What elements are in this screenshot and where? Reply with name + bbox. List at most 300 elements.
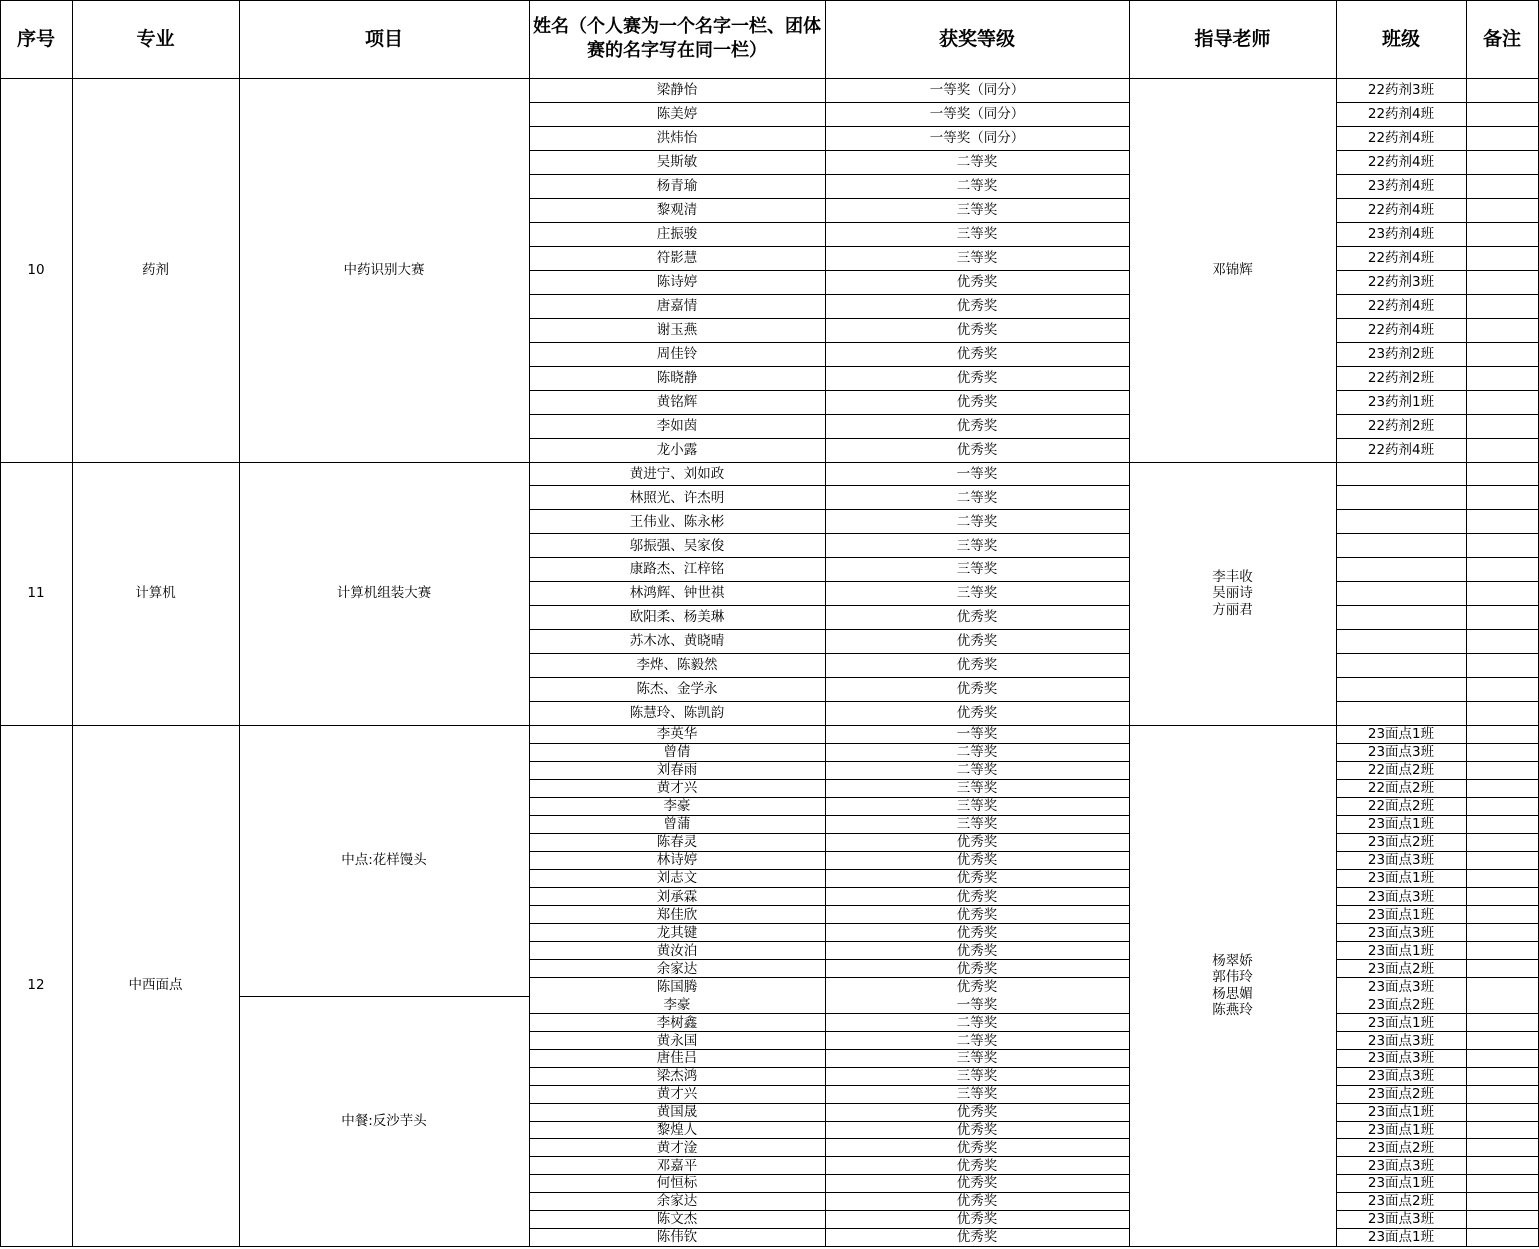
note bbox=[1466, 294, 1538, 318]
award-level: 优秀奖 bbox=[956, 393, 998, 410]
row-border bbox=[529, 246, 1130, 247]
note bbox=[1466, 797, 1538, 815]
class-name: 22药剂2班 bbox=[1367, 417, 1435, 434]
header-name: 姓名（个人赛为一个名字一栏、团体赛的名字写在同一栏） bbox=[533, 15, 821, 61]
class-name: 22药剂4班 bbox=[1367, 249, 1435, 266]
student-name: 黄国晟 bbox=[656, 1103, 698, 1120]
row-border bbox=[529, 509, 1130, 510]
row-border bbox=[529, 198, 1130, 199]
award-level: 二等奖 bbox=[956, 762, 998, 779]
note bbox=[1466, 318, 1538, 342]
class-name: 23面点3班 bbox=[1367, 1211, 1435, 1228]
note bbox=[1466, 629, 1538, 653]
award-level: 优秀奖 bbox=[956, 1175, 998, 1192]
row-border bbox=[529, 1138, 1130, 1139]
class-name bbox=[1336, 510, 1466, 534]
award-level: 优秀奖 bbox=[956, 1157, 998, 1174]
student-name: 黄进宁、刘如政 bbox=[629, 465, 725, 482]
award-level: 优秀奖 bbox=[956, 321, 998, 338]
note bbox=[1466, 342, 1538, 366]
award-level: 三等奖 bbox=[956, 561, 998, 578]
column-border bbox=[1129, 0, 1130, 1247]
class-name: 22药剂4班 bbox=[1367, 321, 1435, 338]
award-level: 三等奖 bbox=[956, 201, 998, 218]
row-border bbox=[1336, 222, 1539, 223]
section-border bbox=[0, 1246, 1539, 1247]
student-name: 康路杰、江梓铭 bbox=[629, 561, 725, 578]
award-level: 优秀奖 bbox=[956, 417, 998, 434]
award-level: 优秀奖 bbox=[956, 924, 998, 941]
row-border bbox=[1336, 246, 1539, 247]
award-level: 优秀奖 bbox=[956, 633, 998, 650]
row-border bbox=[1336, 390, 1539, 391]
section-index: 11 bbox=[27, 585, 45, 602]
row-border bbox=[529, 1174, 1130, 1175]
row-border bbox=[529, 797, 1130, 798]
row-border bbox=[529, 581, 1130, 582]
award-level: 二等奖 bbox=[956, 744, 998, 760]
note bbox=[1466, 1032, 1538, 1050]
note bbox=[1466, 534, 1538, 558]
award-level: 优秀奖 bbox=[956, 1228, 998, 1245]
row-border bbox=[529, 905, 1130, 906]
row-border bbox=[529, 1067, 1130, 1068]
note bbox=[1466, 198, 1538, 222]
student-name: 陈美婷 bbox=[656, 105, 698, 122]
column-border bbox=[1336, 0, 1337, 1247]
note bbox=[1466, 851, 1538, 869]
class-name: 23面点1班 bbox=[1367, 1103, 1435, 1120]
class-name bbox=[1336, 605, 1466, 629]
student-name: 龙小露 bbox=[656, 441, 698, 458]
row-border bbox=[529, 366, 1130, 367]
row-border bbox=[1336, 743, 1539, 744]
award-level: 优秀奖 bbox=[956, 609, 998, 626]
note bbox=[1466, 833, 1538, 851]
column-border bbox=[239, 0, 240, 1247]
row-border bbox=[529, 977, 1130, 978]
row-border bbox=[529, 1192, 1130, 1193]
student-name: 郑佳欣 bbox=[656, 906, 698, 923]
row-border bbox=[1336, 174, 1539, 175]
row-border bbox=[1336, 533, 1539, 534]
student-name: 王伟业、陈永彬 bbox=[629, 513, 725, 530]
award-level: 三等奖 bbox=[956, 225, 998, 242]
class-name bbox=[1336, 677, 1466, 701]
student-name: 周佳铃 bbox=[656, 345, 698, 362]
note bbox=[1466, 486, 1538, 510]
row-border bbox=[529, 438, 1130, 439]
note bbox=[1466, 815, 1538, 833]
note bbox=[1466, 366, 1538, 390]
student-name: 刘志文 bbox=[656, 870, 698, 887]
teacher-name: 吴丽诗 bbox=[1212, 585, 1253, 602]
class-name bbox=[1336, 534, 1466, 558]
section-teachers bbox=[1129, 78, 1336, 462]
student-name: 陈文杰 bbox=[656, 1211, 698, 1228]
note bbox=[1466, 942, 1538, 960]
student-name: 欧阳柔、杨美琳 bbox=[629, 609, 725, 626]
section-major: 药剂 bbox=[142, 261, 169, 278]
award-level: 优秀奖 bbox=[956, 852, 998, 869]
project-name: 中餐:反沙芋头 bbox=[341, 1112, 427, 1129]
note bbox=[1466, 888, 1538, 906]
student-name: 李树鑫 bbox=[656, 1014, 698, 1031]
student-name: 陈慧玲、陈凯韵 bbox=[629, 704, 725, 721]
class-name: 22面点2班 bbox=[1367, 762, 1435, 779]
row-border bbox=[529, 222, 1130, 223]
award-level: 二等奖 bbox=[956, 1032, 998, 1049]
header-note: 备注 bbox=[1482, 27, 1521, 50]
class-name bbox=[1336, 486, 1466, 510]
student-name: 庄振骏 bbox=[656, 225, 698, 242]
row-border bbox=[529, 653, 1130, 654]
class-name: 23面点1班 bbox=[1367, 906, 1435, 923]
student-name: 龙其键 bbox=[656, 924, 698, 941]
note bbox=[1466, 996, 1538, 1014]
award-level: 优秀奖 bbox=[956, 1211, 998, 1228]
note bbox=[1466, 1228, 1538, 1246]
class-name: 23面点3班 bbox=[1367, 1157, 1435, 1174]
student-name: 邓嘉平 bbox=[656, 1157, 698, 1174]
class-name: 23面点3班 bbox=[1367, 1050, 1435, 1067]
header-index: 序号 bbox=[16, 27, 55, 50]
class-name bbox=[1336, 629, 1466, 653]
award-level: 优秀奖 bbox=[956, 1139, 998, 1156]
row-border bbox=[529, 779, 1130, 780]
note bbox=[1466, 1192, 1538, 1210]
row-border bbox=[529, 851, 1130, 852]
section-index: 12 bbox=[27, 977, 45, 994]
class-name bbox=[1336, 462, 1466, 486]
section-index: 10 bbox=[27, 261, 45, 278]
class-name: 23面点1班 bbox=[1367, 1121, 1435, 1138]
note bbox=[1466, 150, 1538, 174]
row-border bbox=[529, 941, 1130, 942]
note bbox=[1466, 510, 1538, 534]
note bbox=[1466, 653, 1538, 677]
class-name: 23面点1班 bbox=[1367, 942, 1435, 959]
student-name: 梁静怡 bbox=[656, 81, 698, 98]
row-border bbox=[1336, 1156, 1539, 1157]
row-border bbox=[529, 833, 1130, 834]
class-name: 23面点1班 bbox=[1367, 725, 1435, 742]
award-level: 一等奖 bbox=[956, 465, 998, 482]
row-border bbox=[529, 390, 1130, 391]
award-level: 一等奖（同分） bbox=[929, 129, 1025, 146]
award-level: 优秀奖 bbox=[956, 441, 998, 458]
row-border bbox=[1336, 779, 1539, 780]
student-name: 陈诗婷 bbox=[656, 273, 698, 290]
class-name: 23药剂4班 bbox=[1367, 177, 1435, 194]
student-name: 何恒标 bbox=[656, 1175, 698, 1192]
note bbox=[1466, 605, 1538, 629]
award-level: 二等奖 bbox=[956, 153, 998, 170]
row-border bbox=[529, 1103, 1130, 1104]
project-name: 中药识别大赛 bbox=[343, 261, 425, 278]
note bbox=[1466, 1139, 1538, 1157]
student-name: 林照光、许杰明 bbox=[629, 489, 725, 506]
award-level: 三等奖 bbox=[956, 1050, 998, 1067]
student-name: 苏木冰、黄晓晴 bbox=[629, 633, 725, 650]
class-name: 23面点1班 bbox=[1367, 1228, 1435, 1245]
row-border bbox=[1336, 581, 1539, 582]
row-border bbox=[1336, 1210, 1539, 1211]
row-border bbox=[1336, 485, 1539, 486]
award-level: 三等奖 bbox=[956, 537, 998, 554]
column-border bbox=[0, 0, 1, 1247]
award-level: 二等奖 bbox=[956, 489, 998, 506]
row-border bbox=[1336, 270, 1539, 271]
class-name: 23面点2班 bbox=[1367, 1086, 1435, 1103]
note bbox=[1466, 1085, 1538, 1103]
row-border bbox=[1336, 653, 1539, 654]
row-border bbox=[529, 414, 1130, 415]
class-name: 23面点3班 bbox=[1367, 978, 1435, 995]
award-level: 优秀奖 bbox=[956, 942, 998, 959]
class-name: 22面点2班 bbox=[1367, 780, 1435, 797]
row-border bbox=[1336, 1138, 1539, 1139]
row-border bbox=[529, 605, 1130, 606]
note bbox=[1466, 870, 1538, 888]
award-level: 三等奖 bbox=[956, 1086, 998, 1103]
note bbox=[1466, 558, 1538, 582]
row-border bbox=[529, 923, 1130, 924]
column-border bbox=[529, 0, 530, 1247]
row-border bbox=[1336, 557, 1539, 558]
class-name: 23面点3班 bbox=[1367, 888, 1435, 905]
award-level: 优秀奖 bbox=[956, 1193, 998, 1210]
note bbox=[1466, 677, 1538, 701]
student-name: 吴斯敏 bbox=[656, 153, 698, 170]
note bbox=[1466, 78, 1538, 102]
class-name bbox=[1336, 653, 1466, 677]
row-border bbox=[1336, 509, 1539, 510]
section-major: 中西面点 bbox=[128, 977, 183, 994]
award-level: 二等奖 bbox=[956, 177, 998, 194]
row-border bbox=[529, 270, 1130, 271]
award-level: 优秀奖 bbox=[956, 704, 998, 721]
row-border bbox=[1336, 102, 1539, 103]
row-border bbox=[1336, 366, 1539, 367]
note bbox=[1466, 1050, 1538, 1068]
header-project: 项目 bbox=[364, 27, 403, 50]
row-border bbox=[529, 677, 1130, 678]
class-name: 22药剂4班 bbox=[1367, 129, 1435, 146]
teacher-name: 李丰收 bbox=[1212, 569, 1253, 586]
teacher-name: 方丽君 bbox=[1212, 601, 1253, 618]
student-name: 陈春灵 bbox=[656, 834, 698, 851]
class-name: 22药剂4班 bbox=[1367, 441, 1435, 458]
student-name: 唐佳吕 bbox=[656, 1050, 698, 1067]
class-name: 22药剂2班 bbox=[1367, 369, 1435, 386]
student-name: 曾倩 bbox=[663, 744, 691, 760]
student-name: 李豪 bbox=[663, 996, 691, 1013]
row-border bbox=[1336, 887, 1539, 888]
note bbox=[1466, 1210, 1538, 1228]
row-border bbox=[1336, 414, 1539, 415]
student-name: 黄才兴 bbox=[656, 1086, 698, 1103]
note bbox=[1466, 761, 1538, 779]
header-award: 获奖等级 bbox=[938, 27, 1015, 50]
note bbox=[1466, 270, 1538, 294]
row-border bbox=[1336, 318, 1539, 319]
row-border bbox=[529, 1121, 1130, 1122]
award-level: 优秀奖 bbox=[956, 369, 998, 386]
class-name: 22药剂4班 bbox=[1367, 201, 1435, 218]
note bbox=[1466, 779, 1538, 797]
row-border bbox=[529, 869, 1130, 870]
class-name: 23面点1班 bbox=[1367, 870, 1435, 887]
row-border bbox=[529, 557, 1130, 558]
award-level: 优秀奖 bbox=[956, 345, 998, 362]
column-border bbox=[1538, 0, 1539, 1247]
row-border bbox=[529, 629, 1130, 630]
note bbox=[1466, 390, 1538, 414]
row-border bbox=[529, 1156, 1130, 1157]
award-level: 三等奖 bbox=[956, 780, 998, 797]
class-name: 23面点2班 bbox=[1367, 996, 1435, 1013]
row-border bbox=[529, 959, 1130, 960]
student-name: 陈晓静 bbox=[656, 369, 698, 386]
note bbox=[1466, 1067, 1538, 1085]
row-border bbox=[1336, 605, 1539, 606]
row-border bbox=[529, 485, 1130, 486]
class-name: 23面点2班 bbox=[1367, 1193, 1435, 1210]
student-name: 李豪 bbox=[663, 798, 691, 815]
student-name: 陈伟钦 bbox=[656, 1228, 698, 1245]
award-level: 优秀奖 bbox=[956, 657, 998, 674]
student-name: 余家达 bbox=[656, 1193, 698, 1210]
row-border bbox=[1336, 1103, 1539, 1104]
student-name: 陈国腾 bbox=[656, 978, 698, 995]
section-major: 计算机 bbox=[135, 585, 176, 602]
row-border bbox=[529, 1228, 1130, 1229]
teacher-name: 杨思媚 bbox=[1212, 985, 1253, 1002]
note bbox=[1466, 414, 1538, 438]
student-name: 陈杰、金学永 bbox=[636, 681, 718, 698]
student-name: 梁杰鸿 bbox=[656, 1068, 698, 1085]
class-name: 23面点2班 bbox=[1367, 834, 1435, 851]
award-level: 优秀奖 bbox=[956, 906, 998, 923]
class-name: 23药剂1班 bbox=[1367, 393, 1435, 410]
award-level: 优秀奖 bbox=[956, 978, 998, 995]
class-name: 23面点1班 bbox=[1367, 816, 1435, 833]
award-level: 优秀奖 bbox=[956, 1103, 998, 1120]
student-name: 谢玉燕 bbox=[656, 321, 698, 338]
row-border bbox=[1336, 851, 1539, 852]
row-border bbox=[529, 1210, 1130, 1211]
row-border bbox=[529, 342, 1130, 343]
class-name: 23面点2班 bbox=[1367, 1139, 1435, 1156]
note bbox=[1466, 1175, 1538, 1193]
teacher-name: 杨翠娇 bbox=[1212, 953, 1253, 970]
row-border bbox=[1336, 905, 1539, 906]
note bbox=[1466, 1157, 1538, 1175]
row-border bbox=[1336, 126, 1539, 127]
row-border bbox=[1336, 1049, 1539, 1050]
class-name: 22药剂3班 bbox=[1367, 81, 1435, 98]
column-border bbox=[1466, 0, 1467, 1247]
student-name: 黄永国 bbox=[656, 1032, 698, 1049]
row-border bbox=[529, 701, 1130, 702]
student-name: 洪炜怡 bbox=[656, 129, 698, 146]
note bbox=[1466, 1103, 1538, 1121]
award-level: 三等奖 bbox=[956, 585, 998, 602]
teacher-name: 邓锦辉 bbox=[1212, 261, 1253, 278]
award-level: 三等奖 bbox=[956, 249, 998, 266]
award-level: 一等奖 bbox=[956, 725, 998, 742]
note bbox=[1466, 1014, 1538, 1032]
note bbox=[1466, 960, 1538, 978]
row-border bbox=[1336, 761, 1539, 762]
table-top-border bbox=[0, 0, 1539, 1]
award-level: 一等奖 bbox=[956, 996, 998, 1013]
student-name: 黄才兴 bbox=[656, 780, 698, 797]
teacher-name: 陈燕玲 bbox=[1212, 1001, 1253, 1018]
row-border bbox=[1336, 438, 1539, 439]
row-border bbox=[529, 126, 1130, 127]
student-name: 符影慧 bbox=[656, 249, 698, 266]
class-name: 23面点1班 bbox=[1367, 1175, 1435, 1192]
student-name: 李英华 bbox=[656, 725, 698, 742]
header-teacher: 指导老师 bbox=[1194, 27, 1271, 50]
row-border bbox=[1336, 869, 1539, 870]
note bbox=[1466, 743, 1538, 761]
student-name: 林鸿辉、钟世祺 bbox=[629, 585, 725, 602]
row-border bbox=[1336, 977, 1539, 978]
student-name: 李烨、陈毅然 bbox=[636, 657, 718, 674]
class-name: 22面点2班 bbox=[1367, 798, 1435, 815]
student-name: 刘承霖 bbox=[656, 888, 698, 905]
row-border bbox=[1336, 1121, 1539, 1122]
note bbox=[1466, 924, 1538, 942]
row-border bbox=[529, 887, 1130, 888]
row-border bbox=[529, 1085, 1130, 1086]
student-name: 刘春雨 bbox=[656, 762, 698, 779]
student-name: 黄才淦 bbox=[656, 1139, 698, 1156]
project-name: 中点:花样馒头 bbox=[341, 852, 427, 869]
row-border bbox=[529, 815, 1130, 816]
award-level: 一等奖（同分） bbox=[929, 105, 1025, 122]
project-name: 计算机组装大赛 bbox=[336, 585, 432, 602]
note bbox=[1466, 725, 1538, 743]
row-border bbox=[1336, 959, 1539, 960]
row-border bbox=[1336, 294, 1539, 295]
student-name: 杨青瑜 bbox=[656, 177, 698, 194]
note bbox=[1466, 462, 1538, 486]
award-level: 优秀奖 bbox=[956, 960, 998, 977]
class-name bbox=[1336, 558, 1466, 582]
row-border bbox=[1336, 1192, 1539, 1193]
note bbox=[1466, 102, 1538, 126]
class-name: 23面点3班 bbox=[1367, 924, 1435, 941]
student-name: 黄铭辉 bbox=[656, 393, 698, 410]
student-name: 林诗婷 bbox=[656, 852, 698, 869]
row-border bbox=[529, 1049, 1130, 1050]
row-border bbox=[1336, 198, 1539, 199]
award-level: 优秀奖 bbox=[956, 297, 998, 314]
award-level: 优秀奖 bbox=[956, 870, 998, 887]
class-name: 23面点2班 bbox=[1367, 960, 1435, 977]
award-level: 二等奖 bbox=[956, 1014, 998, 1031]
student-name: 曾蒲 bbox=[663, 816, 691, 833]
award-level: 二等奖 bbox=[956, 513, 998, 530]
row-border bbox=[529, 318, 1130, 319]
header-major: 专业 bbox=[136, 27, 175, 50]
row-border bbox=[529, 174, 1130, 175]
class-name bbox=[1336, 582, 1466, 606]
